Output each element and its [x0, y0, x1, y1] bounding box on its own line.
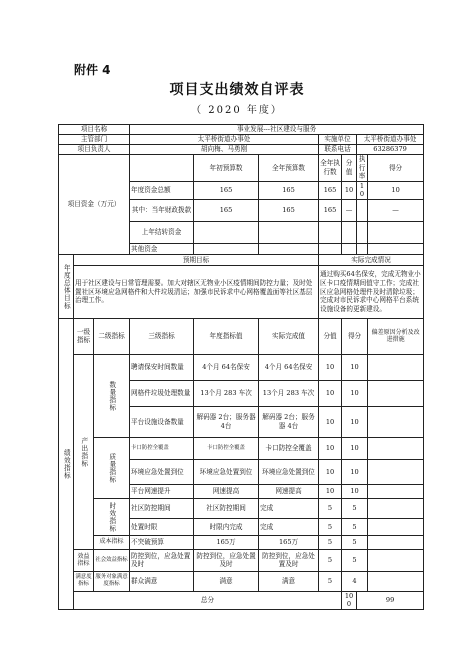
perf-reason — [368, 380, 424, 406]
perf-actual: 完成 — [259, 518, 319, 535]
perf-l3: 平台设施设备数量 — [130, 406, 194, 437]
perf-row — [59, 549, 424, 571]
goals-actual-label: 实际完成情况 — [319, 254, 424, 265]
perf-actual: 环境应急处置到位 — [259, 459, 319, 484]
phone-value: 63286379 — [357, 145, 424, 155]
perf-target: 4个月 64名保安 — [194, 354, 259, 380]
funds-score-val: 10 — [342, 181, 357, 199]
perf-score: 5 — [342, 518, 368, 535]
funds-row-label: 其他资金 — [130, 243, 194, 254]
dept-value: 太平桥街道办事处 — [130, 135, 319, 145]
perf-score: 4 — [342, 571, 368, 591]
perf-score: 10 — [342, 380, 368, 406]
funds-init — [194, 243, 259, 254]
perf-reason — [368, 354, 424, 380]
perf-l3: 社区防控期间 — [130, 498, 194, 518]
info-row — [59, 135, 424, 145]
funds-exec — [319, 243, 342, 254]
funds-h-rate: 执行率 — [357, 155, 368, 182]
funds-rate — [357, 221, 368, 243]
project-name-label: 项目名称 — [59, 125, 130, 135]
perf-score-val: 10 — [319, 437, 342, 459]
perf-label: 绩效指标 — [59, 318, 74, 609]
quality-label: 质量指标 — [94, 437, 130, 498]
perf-header-row — [59, 318, 424, 354]
perf-l3: 聘请保安时间数量 — [130, 354, 194, 380]
goals-header-row — [59, 254, 424, 265]
funds-rate — [357, 199, 368, 221]
perf-score: 5 — [342, 498, 368, 518]
perf-reason — [368, 484, 424, 498]
funds-header-blank — [130, 155, 194, 182]
funds-label: 项目资金（万元） — [59, 155, 130, 255]
total-row — [59, 591, 424, 609]
perf-actual: 4个月 64名保安 — [259, 354, 319, 380]
perf-target: 13个月 283 车次 — [194, 380, 259, 406]
funds-score-val — [342, 243, 357, 254]
perf-l3: 防控到位，应急处置及时 — [130, 549, 194, 571]
perf-h-reason: 偏差原因分析及改进措施 — [368, 318, 424, 354]
perf-actual: 卡口防控全覆盖 — [259, 437, 319, 459]
time-label: 时效指标 — [94, 498, 130, 535]
perf-score-val: 5 — [319, 535, 342, 549]
funds-h-score: 得分 — [368, 155, 424, 182]
impl-label: 实施单位 — [319, 135, 357, 145]
perf-row — [59, 535, 424, 549]
quantity-label: 数量指标 — [94, 354, 130, 437]
perf-h-target: 年度指标值 — [194, 318, 259, 354]
perf-h-l1: 一级指标 — [74, 318, 94, 354]
perf-l3: 群众满意 — [130, 571, 194, 591]
perf-actual: 防控到位，应急处置及时 — [259, 549, 319, 571]
satis-l1: 满意度指标 — [74, 571, 94, 591]
perf-l3: 网格件垃圾处理数量 — [130, 380, 194, 406]
goals-row — [59, 265, 424, 318]
perf-actual: 网速提高 — [259, 484, 319, 498]
funds-exec: 165 — [319, 199, 342, 221]
funds-header-row — [59, 155, 424, 182]
perf-target: 解码器 2台；服务器 4台 — [194, 406, 259, 437]
info-row — [59, 145, 424, 155]
perf-target: 社区防控期间 — [194, 498, 259, 518]
perf-target: 环境应急处置到位 — [194, 459, 259, 484]
perf-row — [59, 498, 424, 518]
total-label: 总分 — [74, 591, 342, 609]
info-row — [59, 125, 424, 135]
goals-expected-label: 预期目标 — [74, 254, 319, 265]
perf-l3: 卡口防控全覆盖 — [130, 437, 194, 459]
perf-target: 满意 — [194, 571, 259, 591]
perf-score: 10 — [342, 354, 368, 380]
funds-h-full: 全年预算数 — [259, 155, 319, 182]
perf-row — [59, 437, 424, 459]
perf-target: 卡口防控全覆盖 — [194, 437, 259, 459]
annex-label: 附件 4 — [74, 63, 111, 77]
perf-target: 165万 — [194, 535, 259, 549]
funds-row-label: 年度资金总额 — [130, 181, 194, 199]
funds-score: 10 — [368, 181, 424, 199]
perf-reason — [368, 406, 424, 437]
perf-h-score: 得分 — [342, 318, 368, 354]
perf-reason — [368, 498, 424, 518]
perf-score-val: 10 — [319, 354, 342, 380]
funds-exec — [319, 221, 342, 243]
funds-rate: 10 — [357, 181, 368, 199]
perf-l3: 处置时限 — [130, 518, 194, 535]
funds-exec: 165 — [319, 181, 342, 199]
funds-rate — [357, 243, 368, 254]
perf-score-val: 10 — [319, 459, 342, 484]
dept-label: 主管部门 — [59, 135, 130, 145]
perf-h-score-val: 分值 — [319, 318, 342, 354]
funds-score — [368, 221, 424, 243]
funds-full: 165 — [259, 199, 319, 221]
perf-score-val: 10 — [319, 484, 342, 498]
perf-reason — [368, 571, 424, 591]
funds-h-init: 年初预算数 — [194, 155, 259, 182]
perf-reason — [368, 459, 424, 484]
perf-row — [59, 354, 424, 380]
perf-l3: 平台网速提升 — [130, 484, 194, 498]
funds-full — [259, 243, 319, 254]
perf-actual: 完成 — [259, 498, 319, 518]
funds-score-val — [342, 221, 357, 243]
perf-l3: 环境应急处置到位 — [130, 459, 194, 484]
perf-target: 网速提高 — [194, 484, 259, 498]
perf-score-val: 10 — [319, 406, 342, 437]
perf-reason — [368, 437, 424, 459]
total-score: 99 — [357, 591, 424, 609]
phone-label: 联系电话 — [319, 145, 357, 155]
funds-score-val: — — [342, 199, 357, 221]
perf-reason — [368, 518, 424, 535]
perf-score: 10 — [342, 437, 368, 459]
perf-score: 10 — [342, 406, 368, 437]
funds-init — [194, 221, 259, 243]
owner-label: 项目负责人 — [59, 145, 130, 155]
funds-row-label: 上年结转资金 — [130, 221, 194, 243]
funds-full — [259, 221, 319, 243]
perf-actual: 13个月 283 车次 — [259, 380, 319, 406]
goals-actual: 通过购买64名保安，完成无物业小区卡口疫情期间值守工作；完成社区应急网格处理件及时清除垃圾；完成对市民诉求中心网格平台系统设施设备的更新建设。 — [319, 265, 424, 318]
funds-score: — — [368, 199, 424, 221]
perf-target: 防控到位，应急处置及时 — [194, 549, 259, 571]
evaluation-table — [58, 124, 424, 610]
perf-score: 10 — [342, 484, 368, 498]
goals-label: 年度总体目标 — [59, 254, 74, 318]
perf-l3: 不突破预算 — [130, 535, 194, 549]
goals-expected: 用于社区建设与日常管理需要。加大对辖区无物业小区疫情期间防控力量；及时处置社区环境应急网格件和大件垃圾清运；加强市民诉求中心网格覆盖面等社区基层治理工作。 — [74, 265, 319, 318]
perf-score-val: 5 — [319, 518, 342, 535]
perf-actual: 165万 — [259, 535, 319, 549]
page-title: 项目支出绩效自评表 — [169, 82, 305, 98]
perf-h-l2: 二级指标 — [94, 318, 130, 354]
year-label: （ 2020 年度） — [191, 105, 283, 116]
perf-score: 5 — [342, 535, 368, 549]
perf-score-val: 5 — [319, 498, 342, 518]
funds-init: 165 — [194, 199, 259, 221]
benefit-l2: 社会效益指标 — [94, 549, 130, 571]
project-name: 事业发展---社区建设与服务 — [130, 125, 424, 135]
cost-label: 成本指标 — [94, 535, 130, 549]
funds-h-score-val: 分值 — [342, 155, 357, 182]
satis-l2: 服务对象满意度指标 — [94, 571, 130, 591]
funds-score — [368, 243, 424, 254]
total-score-val: 100 — [342, 591, 357, 609]
perf-actual: 解码器 2台；服务器 4台 — [259, 406, 319, 437]
perf-h-actual: 实际完成值 — [259, 318, 319, 354]
perf-score-val: 5 — [319, 571, 342, 591]
perf-target: 时限内完成 — [194, 518, 259, 535]
perf-reason — [368, 549, 424, 571]
funds-full: 165 — [259, 181, 319, 199]
funds-row-label: 其中：当年财政拨款 — [130, 199, 194, 221]
perf-score-val: 10 — [319, 380, 342, 406]
benefit-l1: 效益指标 — [74, 549, 94, 571]
perf-row — [59, 571, 424, 591]
perf-score: 5 — [342, 549, 368, 571]
perf-actual: 满意 — [259, 571, 319, 591]
output-label: 产出指标 — [74, 354, 94, 549]
owner-value: 胡向梅、马勇刚 — [130, 145, 319, 155]
perf-score: 10 — [342, 459, 368, 484]
perf-h-l3: 三级指标 — [130, 318, 194, 354]
funds-init: 165 — [194, 181, 259, 199]
perf-score-val: 5 — [319, 549, 342, 571]
impl-value: 太平桥街道办事处 — [357, 135, 424, 145]
funds-h-exec: 全年执行数 — [319, 155, 342, 182]
perf-reason — [368, 535, 424, 549]
